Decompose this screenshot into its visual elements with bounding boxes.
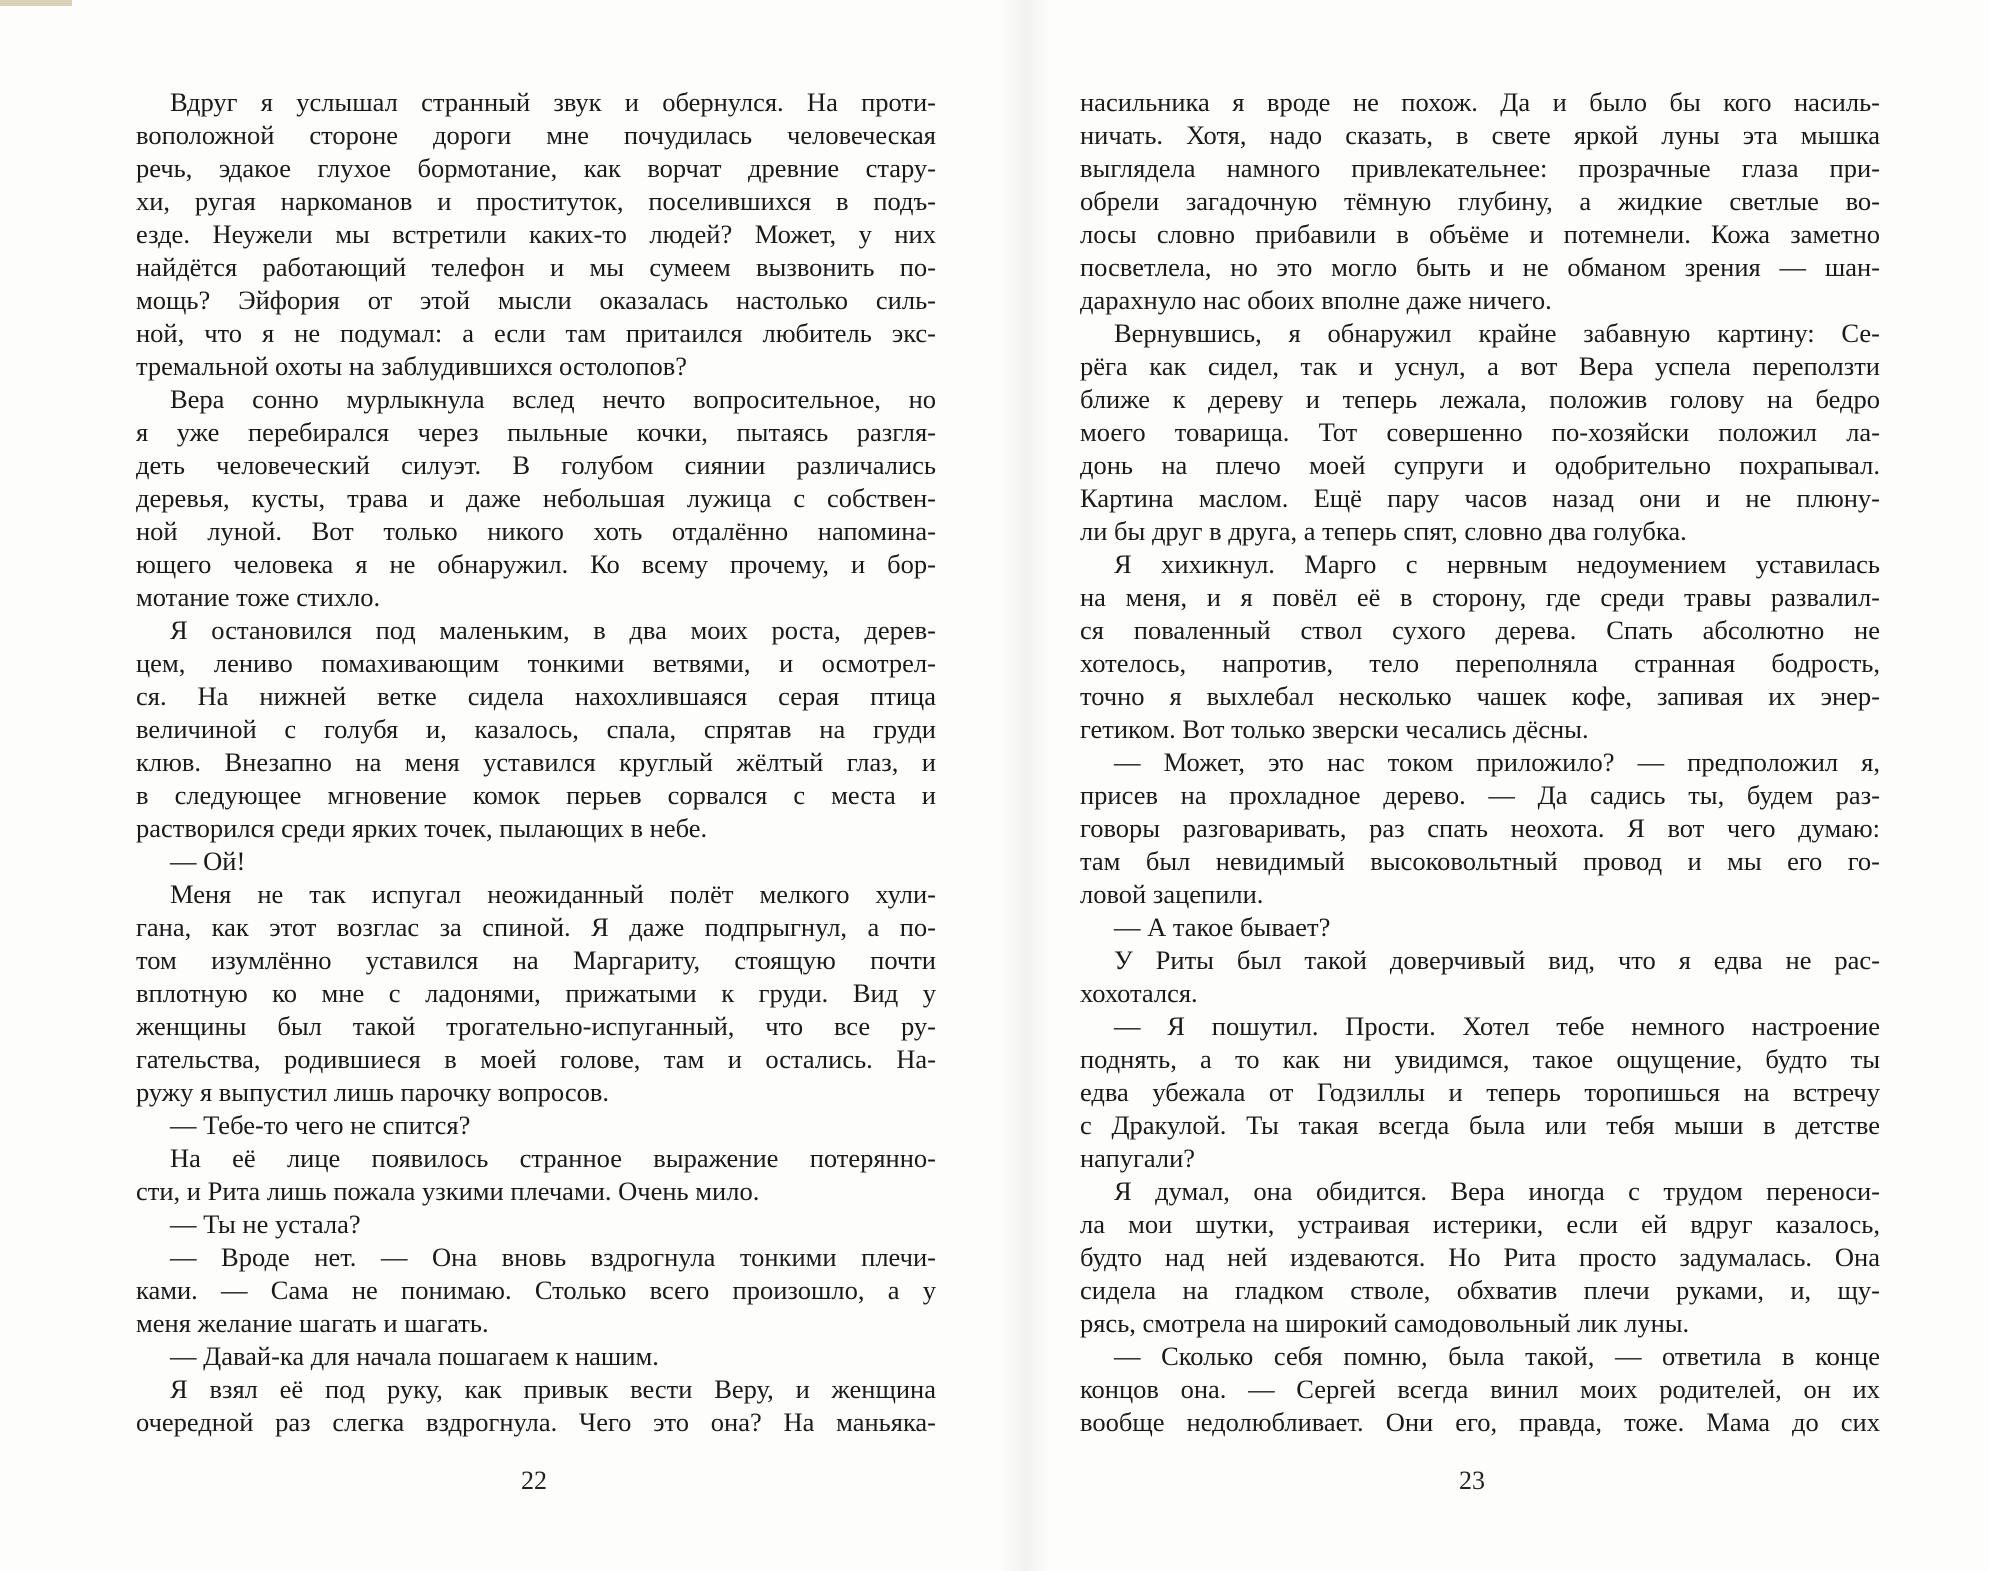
text-line: лосы словно прибавили в объёме и потемнели. Кожа заметно xyxy=(1080,219,1880,249)
text-line: присев на прохладное дерево. — Да садись ты, будем раз- xyxy=(1080,780,1880,810)
text-line: — Тебе-то чего не спится? xyxy=(170,1110,471,1140)
text-line: Я хихикнул. Марго с нервным недоумением уставилась xyxy=(1114,549,1880,579)
text-line: — Ой! xyxy=(170,846,246,876)
text-line: Я взял её под руку, как привык вести Веру, и женщина xyxy=(170,1374,936,1404)
text-line: том изумлённо уставился на Маргариту, стоящую почти xyxy=(136,945,936,975)
text-line: На её лице появилось странное выражение потерянно- xyxy=(170,1143,936,1173)
right-page-number: 23 xyxy=(1459,1466,1485,1495)
text-line: насильника я вроде не похож. Да и было бы кого насиль- xyxy=(1080,87,1880,117)
text-line: величиной с голубя и, казалось, спала, спрятав на груди xyxy=(136,714,936,744)
text-line: мощь? Эйфория от этой мысли оказалась настолько силь- xyxy=(136,285,936,315)
text-line: гана, как этот возглас за спиной. Я даже подпрыгнул, а по- xyxy=(136,912,936,942)
text-line: цем, лениво помахивающим тонкими ветвями, и осмотрел- xyxy=(136,648,936,678)
text-line: Вдруг я услышал странный звук и обернулся. На проти- xyxy=(170,87,936,117)
text-line: там был невидимый высоковольтный провод и мы его го- xyxy=(1080,846,1880,876)
text-line: я уже перебирался через пыльные кочки, пытаясь разгля- xyxy=(136,417,936,447)
text-line: дарахнуло нас обоих вполне даже ничего. xyxy=(1080,285,1552,315)
text-line: ющего человека я не обнаружил. Ко всему прочему, и бор- xyxy=(136,549,936,579)
text-line: обрели загадочную тёмную глубину, а жидкие светлые во- xyxy=(1080,186,1880,216)
text-line: — Может, это нас током приложило? — предположил я, xyxy=(1114,747,1880,777)
text-line: донь на плечо моей супруги и одобрительно похрапывал. xyxy=(1080,450,1880,480)
left-page-number: 22 xyxy=(521,1466,547,1495)
text-line: поднять, а то как ни увидимся, такое ощущение, будто ты xyxy=(1080,1044,1880,1074)
text-line: клюв. Внезапно на меня уставился круглый жёлтый глаз, и xyxy=(136,747,936,777)
text-line: напугали? xyxy=(1080,1143,1196,1173)
text-line: деревья, кусты, трава и даже небольшая лужица с собствен- xyxy=(136,483,936,513)
text-line: У Риты был такой доверчивый вид, что я едва не рас- xyxy=(1114,945,1880,975)
text-line: посветлела, но это могло быть и не обманом зрения — шан- xyxy=(1080,252,1880,282)
text-line: тремальной охоты на заблудившихся остолопов? xyxy=(136,351,688,381)
text-line: ся поваленный ствол сухого дерева. Спать абсолютно не xyxy=(1080,615,1880,645)
text-line: ловой зацепили. xyxy=(1080,879,1264,909)
text-line: деть человеческий силуэт. В голубом сиянии различались xyxy=(136,450,936,480)
text-line: Я остановился под маленьким, в два моих роста, дерев- xyxy=(170,615,936,645)
text-line: с Дракулой. Ты такая всегда была или тебя мыши в детстве xyxy=(1080,1110,1880,1140)
text-line: ружу я выпустил лишь парочку вопросов. xyxy=(136,1077,609,1107)
text-line: моего товарища. Тот совершенно по-хозяйски положил ла- xyxy=(1080,417,1880,447)
text-line: — Я пошутил. Прости. Хотел тебе немного настроение xyxy=(1114,1011,1880,1041)
scan-edge-mark xyxy=(0,0,72,6)
text-line: хотелось, напротив, тело переполняла странная бодрость, xyxy=(1080,648,1880,678)
text-line: говоры разговаривать, раз спать неохота. Я вот чего думаю: xyxy=(1080,813,1880,843)
text-line: ли бы друг в друга, а теперь спят, словно два голубка. xyxy=(1080,516,1687,546)
text-line: — А такое бывает? xyxy=(1114,912,1331,942)
text-line: гательства, родившиеся в моей голове, там и остались. На- xyxy=(136,1044,936,1074)
right-page-text xyxy=(1080,86,1880,1439)
text-line: ближе к дереву и теперь лежала, положив голову на бедро xyxy=(1080,384,1880,414)
text-line: езде. Неужели мы встретили каких-то людей? Может, у них xyxy=(136,219,936,249)
text-line: очередной раз слегка вздрогнула. Чего это она? На маньяка- xyxy=(136,1407,936,1437)
text-line: — Ты не устала? xyxy=(170,1209,361,1239)
text-line: ла мои шутки, устраивая истерики, если ей вдруг казалось, xyxy=(1080,1209,1880,1239)
text-line: речь, эдакое глухое бормотание, как ворчат древние стару- xyxy=(136,153,936,183)
text-line: найдётся работающий телефон и мы сумеем вызвонить по- xyxy=(136,252,936,282)
text-line: — Вроде нет. — Она вновь вздрогнула тонкими плечи- xyxy=(170,1242,936,1272)
text-line: Картина маслом. Ещё пару часов назад они и не плюну- xyxy=(1080,483,1880,513)
text-line: ной, что я не подумал: а если там притаился любитель экс- xyxy=(136,318,936,348)
text-line: — Сколько себя помню, была такой, — ответила в конце xyxy=(1114,1341,1880,1371)
text-line: сти, и Рита лишь пожала узкими плечами. Очень мило. xyxy=(136,1176,760,1206)
text-line: ной луной. Вот только никого хоть отдалённо напомина- xyxy=(136,516,936,546)
text-line: ся. На нижней ветке сидела нахохлившаяся серая птица xyxy=(136,681,936,711)
text-line: — Давай-ка для начала пошагаем к нашим. xyxy=(170,1341,659,1371)
text-line: будто над ней издеваются. Но Рита просто задумалась. Она xyxy=(1080,1242,1880,1272)
text-line: мотание тоже стихло. xyxy=(136,582,381,612)
text-line: вплотную ко мне с ладонями, прижатыми к груди. Вид у xyxy=(136,978,936,1008)
text-line: в следующее мгновение комок перьев сорвался с места и xyxy=(136,780,936,810)
text-line: выглядела намного привлекательнее: прозрачные глаза при- xyxy=(1080,153,1880,183)
text-line: Я думал, она обидится. Вера иногда с трудом переноси- xyxy=(1114,1176,1880,1206)
text-line: меня желание шагать и шагать. xyxy=(136,1308,489,1338)
text-line: вообще недолюбливает. Они его, правда, тоже. Мама до сих xyxy=(1080,1407,1880,1437)
text-line: Вера сонно мурлыкнула вслед нечто вопросительное, но xyxy=(170,384,936,414)
text-line: едва убежала от Годзиллы и теперь торопишься на встречу xyxy=(1080,1077,1880,1107)
text-line: сидела на гладком стволе, обхватив плечи руками, и, щу- xyxy=(1080,1275,1880,1305)
text-line: растворился среди ярких точек, пылающих в небе. xyxy=(136,813,708,843)
text-line: хи, ругая наркоманов и проституток, поселившихся в подъ- xyxy=(136,186,936,216)
text-line: хохотался. xyxy=(1080,978,1198,1008)
text-line: Вернувшись, я обнаружил крайне забавную картину: Се- xyxy=(1114,318,1880,348)
text-line: гетиком. Вот только зверски чесались дёсны. xyxy=(1080,714,1589,744)
text-line: ничать. Хотя, надо сказать, в свете яркой луны эта мышка xyxy=(1080,120,1880,150)
left-page-text xyxy=(136,86,936,1439)
left-page xyxy=(136,86,936,1439)
text-line: на меня, и я повёл её в сторону, где среди травы развалил- xyxy=(1080,582,1880,612)
text-line: Меня не так испугал неожиданный полёт мелкого хули- xyxy=(170,879,936,909)
text-line: воположной стороне дороги мне почудилась человеческая xyxy=(136,120,936,150)
right-page xyxy=(1080,86,1880,1439)
text-line: рясь, смотрела на широкий самодовольный лик луны. xyxy=(1080,1308,1690,1338)
text-line: ками. — Сама не понимаю. Столько всего произошло, а у xyxy=(136,1275,936,1305)
text-line: рёга как сидел, так и уснул, а вот Вера успела переползти xyxy=(1080,351,1880,381)
text-line: точно я выхлебал несколько чашек кофе, запивая их энер- xyxy=(1080,681,1880,711)
text-line: концов она. — Сергей всегда винил моих родителей, он их xyxy=(1080,1374,1880,1404)
text-line: женщины был такой трогательно-испуганный, что все ру- xyxy=(136,1011,936,1041)
book-gutter xyxy=(1000,0,1050,1571)
